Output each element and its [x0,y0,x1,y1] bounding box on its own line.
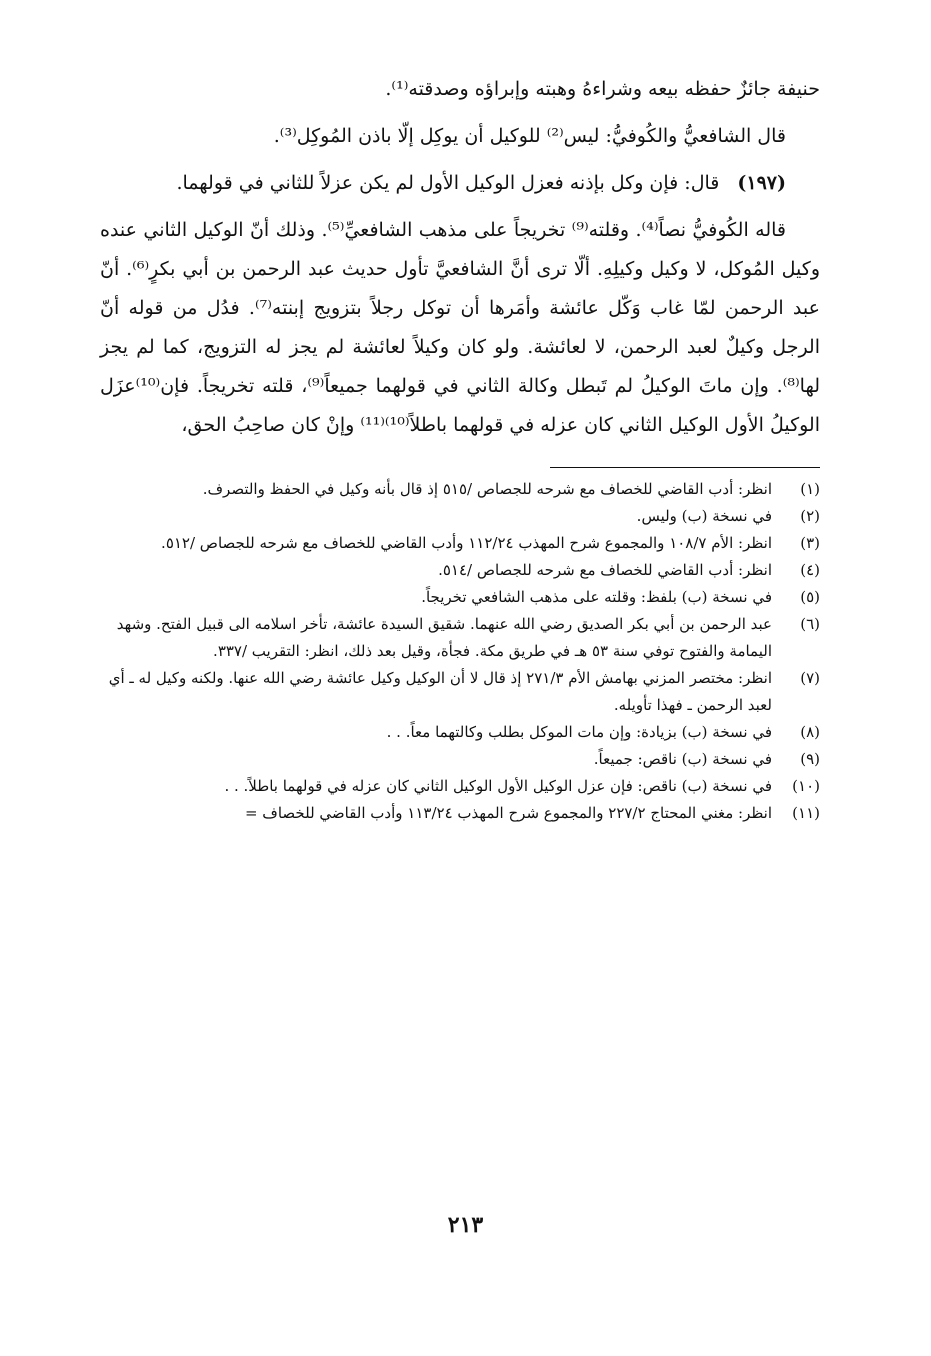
footnote [100,557,820,584]
footnote-text: انظر: أدب القاضي للخصاف مع شرحه للجصاص /٥١٥ إذ قال بأنه وكيل في الحفظ والتصرف. [202,480,772,498]
footnote-number: (٧) [800,669,820,687]
footnote [100,611,820,665]
footnote-number: (١٠) [792,777,820,795]
footnote-text: في نسخة (ب) ناقص: جميعاً. [593,750,772,768]
footnote [100,476,820,503]
footnote-number: (٢) [800,507,820,525]
footnote-number: (٥) [800,588,820,606]
footnote [100,530,820,557]
footnote [100,773,820,800]
footnote [100,800,820,827]
footnote [100,746,820,773]
paragraph-1: حنيفة جائزٌ حفظه بيعه وشراءهُ وهبته وإبراؤه وصدقته⁽¹⁾. [385,78,820,100]
footnote-text: عبد الرحمن بن أبي بكر الصديق رضي الله عنهما. شقيق السيدة عائشة، تأخر اسلامه الى قبيل الفتح. وشهد اليمامة والفتوح توفي سنة ٥٣ هـ في طريق مكة. فجأة، وقيل بعد ذلك، انظر: التقريب /٣٣٧. [116,615,772,660]
paragraph-3-text: قال: فإن وكل بإذنه فعزل الوكيل الأول لم يكن عزلاً للثاني في قولهما. [176,172,720,194]
footnote-text: في نسخة (ب) بزيادة: وإن مات الموكل بطلب وكالتهما معاً. . . [386,723,772,741]
footnote-text: انظر: مغني المحتاج ٢٢٧/٢ والمجموع شرح المهذب ١١٣/٢٤ وأدب القاضي للخصاف = [244,804,772,822]
paragraph-2: قال الشافعيُّ والكُوفيُّ: ليس⁽²⁾ للوكيل أن يوكِل إلّا باذن المُوكِل⁽³⁾. [273,125,786,147]
footnote [100,503,820,530]
footnote-text: في نسخة (ب) ناقص: فإن عزل الوكيل الأول الوكيل الثاني كان عزله في قولهما باطلاً. . . [224,777,772,795]
footnote-number: (٦) [800,615,820,633]
footnote-number: (٨) [800,723,820,741]
footnote-text: انظر: أدب القاضي للخصاف مع شرحه للجصاص /٥١٤. [438,561,772,579]
paragraph-number: (١٩٧) [737,172,786,194]
footnote-text: في نسخة (ب) وليس. [636,507,772,525]
footnote-text: في نسخة (ب) بلفظ: وقلته على مذهب الشافعي تخريجاً. [421,588,772,606]
footnote-number: (٩) [800,750,820,768]
page [100,70,820,1300]
page-number: ٢١٣ [447,1212,484,1238]
footnote [100,719,820,746]
footnote-text: انظر: مختصر المزني بهامش الأم ٢٧١/٣ إذ قال لا أن الوكيل وكيل عائشة رضي الله عنها. ولكنه وكيل له ـ أي لعبد الرحمن ـ فهذا تأويله. [108,669,772,714]
footnote-number: (٣) [800,534,820,552]
footnote [100,584,820,611]
footnote-number: (١) [800,480,820,498]
footnote-divider [550,467,820,468]
footnote-number: (٤) [800,561,820,579]
footnote-number: (١١) [792,804,820,822]
footnotes [100,476,820,827]
footnote [100,665,820,719]
footnote-text: انظر: الأم ١٠٨/٧ والمجموع شرح المهذب ١١٢/٢٤ وأدب القاضي للخصاف مع شرحه للجصاص /٥١٢. [161,534,772,552]
paragraph-3 [100,164,820,203]
main-text [100,70,820,445]
paragraph-4: قاله الكُوفيُّ نصاً⁽⁴⁾. وقلته⁽⁹⁾ تخريجاً على مذهب الشافعيِّ⁽⁵⁾. وذلك أنّ الوكيل الثاني عنده وكيل المُوكل، لا وكيل وكيلِهِ. ألّا ترى أنَّ الشافعيَّ تأول حديث عبد الرحمن بن أبي بكرٍ⁽⁶⁾. أنّ عبد الرحمن لمّا غاب وَكّل عائشة وأمَرها أن توكل رجلاً بتزويج إبنته⁽⁷⁾. فدُل من قوله أنّ الرجل وكيلٌ لعبد الرحمن، لا لعائشة. ولو كان وكيلاً لعائشة لم يجز له التزويج، كما لم يجز لها⁽⁸⁾. وإن ماتَ الوكيلُ لم تَبطل وكالة الثاني في قولهما جميعاً⁽⁹⁾، قلته تخريجاً. فإن⁽¹⁰⁾عزَل الوكيلُ الأول الوكيل الثاني كان عزله في قولهما باطلاً⁽¹⁰⁾⁽¹¹⁾ وإنْ كان صاحِبُ الحق، [100,219,821,436]
